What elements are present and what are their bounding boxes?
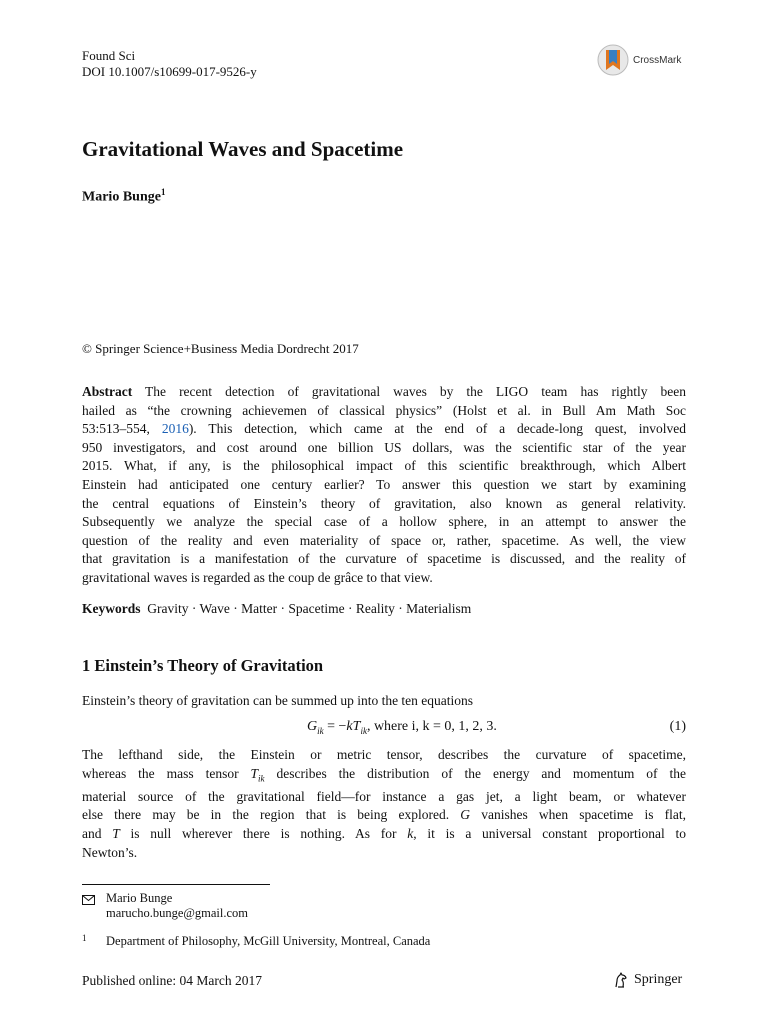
springer-horse-icon <box>612 971 630 989</box>
author-line <box>82 187 165 206</box>
crossmark-badge[interactable] <box>597 41 717 79</box>
envelope-icon <box>82 895 95 905</box>
section-intro: Einstein’s theory of gravitation can be summed up into the ten equations <box>82 693 474 708</box>
author-email-link[interactable]: marucho.bunge@gmail.com <box>106 906 249 920</box>
journal-name: Found Sci <box>82 48 136 63</box>
publisher-logo[interactable] <box>612 971 682 989</box>
abstract-line: question of the reality and even materiality of space or, rather, spacetime. As well, the view <box>82 532 686 548</box>
doi-text[interactable]: DOI 10.1007/s10699-017-9526-y <box>82 64 257 79</box>
author-name[interactable]: Mario Bunge <box>82 189 161 205</box>
author-affiliation-mark: 1 <box>160 187 166 197</box>
equation-1 <box>82 719 686 739</box>
keywords-heading: Keywords <box>82 601 141 616</box>
abstract-line: Subsequently we analyze the special case of a hollow sphere, in an attempt to answer the <box>82 514 686 530</box>
body-line: else there may be in the region that is being explored. G vanishes when spacetime is flat, <box>82 807 687 823</box>
abstract-line: that gravitation is a manifestation of the curvature of spacetime is discussed, and the reality of <box>82 551 686 567</box>
body-line: The lefthand side, the Einstein or metric tensor, describes the curvature of spacetime, <box>82 747 686 762</box>
equation-number: (1) <box>669 719 686 734</box>
section-body <box>82 746 686 862</box>
abstract-line: 53:513–554, 2016). This detection, which came at the end of a decade-long quest, involved <box>82 421 686 437</box>
journal-header <box>82 48 257 80</box>
abstract-line: Abstract The recent detection of gravitational waves by the LIGO team has rightly been <box>82 384 686 399</box>
footnote-author: Mario Bunge <box>106 891 173 905</box>
body-line: material source of the gravitational field—for instance a gas jet, a light beam, or whatever <box>82 788 686 804</box>
article-title: Gravitational Waves and Spacetime <box>82 137 404 161</box>
publisher-name: Springer <box>634 972 683 987</box>
keywords-line <box>82 601 471 617</box>
keywords-list: Gravity · Wave · Matter · Spacetime · Reality · Materialism <box>147 601 472 616</box>
abstract-section <box>82 383 686 588</box>
citation-link[interactable]: 2016 <box>161 421 189 437</box>
abstract-heading: Abstract <box>82 384 133 399</box>
abstract-line: 2015. What, if any, is the philosophical impact of this scientific breakthrough, which Albert <box>82 458 686 474</box>
abstract-line: hailed as “the crowning achievemen of classical physics” (Holst et al. in Bull Am Math Soc <box>82 402 686 418</box>
copyright-notice: © Springer Science+Business Media Dordrecht 2017 <box>82 341 359 356</box>
body-line: Newton’s. <box>82 844 138 860</box>
body-line: and T is null wherever there is nothing. As for k, it is a universal constant proportional to <box>82 826 686 842</box>
abstract-line: Einstein had anticipated one century earlier? To answer this question we start by examining <box>82 476 686 492</box>
crossmark-icon <box>597 44 629 76</box>
footnote-divider <box>82 884 270 885</box>
body-line: whereas the mass tensor $T_{ik}$ describes the distribution of the energy and momentum of the <box>82 765 686 784</box>
published-date: Published online: 04 March 2017 <box>82 973 262 988</box>
footnote-mark: 1 <box>82 933 87 943</box>
abstract-line: the central equations of Einstein’s theory of gravitation, also known as general relativity. <box>82 495 686 511</box>
abstract-line: gravitational waves is regarded as the coup de grâce to that view. <box>82 569 433 585</box>
abstract-line: 950 investigators, and cost around one billion US dollars, was the scientific star of the year <box>82 439 686 455</box>
equation-body: $G_{ik} = -kT_{ik}$, where i, k = 0, 1, 2, 3. <box>307 719 497 736</box>
section-heading: 1 Einstein’s Theory of Gravitation <box>82 656 324 675</box>
crossmark-label: CrossMark <box>633 54 682 66</box>
footnote-affiliation: Department of Philosophy, McGill University, Montreal, Canada <box>106 934 431 948</box>
